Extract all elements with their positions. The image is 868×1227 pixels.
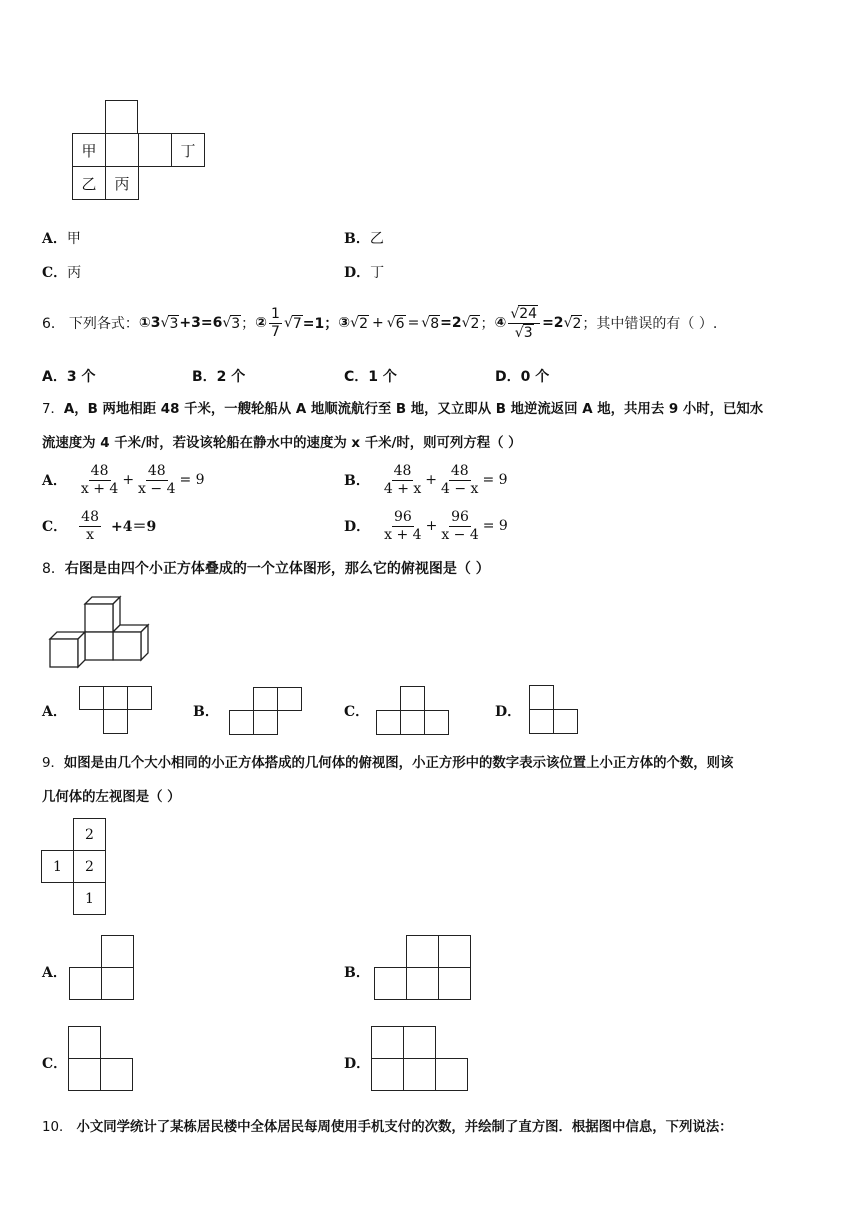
q7-line1: 7．A，B 两地相距 48 千米，一艘轮船从 A 地顺流航行至 B 地，又立即从 B 地逆流返回 A 地，共用去 9 小时，已知水 (42, 402, 764, 417)
q8-option-a[interactable]: A． (42, 704, 67, 720)
q5-option-d[interactable]: D．丁 (344, 265, 385, 281)
q6-question: 6． 下列各式： ① 3 √ 3 +3=6 √ 3 ； ② $\frac{1}{7}$ √ 7 =1； ③ √ 2 + √ 6 = √ 8 =2 √ 2 ； ④ $\frac{√24}{√3}$ =2 √ 2 ；其中错误的有（ ）. (42, 305, 718, 341)
fraction: $\frac{96}{x - 4}$ (441, 508, 479, 543)
q9-line1: 9．如图是由几个大小相同的小正方体搭成的几何体的俯视图，小正方形中的数字表示该位置上小正方体的个数，则该 (42, 756, 734, 771)
net-cell-mid2 (138, 133, 172, 167)
q5-option-c[interactable]: C．丙 (42, 265, 82, 281)
fraction: $\frac{48}{4 - x}$ (441, 462, 479, 497)
q7-option-b[interactable]: B． $\frac{48}{4 + x}$ + $\frac{48}{4 - x}$ = 9 (344, 462, 508, 497)
question-number: 9． (42, 756, 64, 771)
grid-cell: 1 (73, 882, 106, 915)
net-cell-bing: 丙 (105, 166, 139, 200)
q8-option-b[interactable]: B． (193, 704, 219, 720)
q6-option-d[interactable]: D．0 个 (495, 369, 550, 385)
q9-option-d[interactable]: D． (344, 1056, 371, 1072)
q8-question: 8．右图是由四个小正方体叠成的一个立体图形，那么它的俯视图是（ ） (42, 561, 490, 577)
q8-option-c[interactable]: C． (344, 704, 370, 720)
q9-option-a[interactable]: A． (42, 965, 67, 981)
q5-option-b[interactable]: B．乙 (344, 231, 384, 247)
q5-option-a[interactable]: A．甲 (42, 231, 81, 247)
net-cell-ding: 丁 (171, 133, 205, 167)
q7-option-a[interactable]: A． $\frac{48}{x + 4}$ + $\frac{48}{x - 4}$ = 9 (42, 462, 205, 497)
q8-stacked-cubes-figure (44, 594, 156, 670)
grid-cell: 2 (73, 850, 106, 883)
net-cell-mid1 (105, 133, 139, 167)
question-number: 6． (42, 316, 65, 332)
grid-cell: 2 (73, 818, 106, 851)
q9-line2: 几何体的左视图是（ ） (42, 790, 181, 805)
q6-option-b[interactable]: B．2 个 (192, 369, 246, 385)
fraction: $\frac{48}{x + 4}$ (80, 462, 119, 497)
fraction: $\frac{48}{4 + x}$ (383, 462, 422, 497)
fraction: $\frac{96}{x + 4}$ (384, 508, 422, 543)
question-number: 7． (42, 402, 64, 417)
net-cell-jia: 甲 (72, 133, 106, 167)
q7-option-c[interactable]: C． $\frac{48}{x}$ +4＝9 (42, 508, 157, 543)
grid-cell: 1 (41, 850, 74, 883)
q9-option-b[interactable]: B． (344, 965, 370, 981)
question-number: 10． (42, 1120, 73, 1135)
fraction: $\frac{√24}{√3}$ (508, 305, 540, 342)
fraction: $\frac{1}{7}$ (271, 305, 280, 340)
q7-option-d[interactable]: D． $\frac{96}{x + 4}$ + $\frac{96}{x - 4}$ = 9 (344, 508, 508, 543)
question-number: 8． (42, 561, 65, 577)
net-cell-top (105, 100, 138, 134)
q9-option-c[interactable]: C． (42, 1056, 68, 1072)
fraction: $\frac{48}{x - 4}$ (138, 462, 176, 497)
q6-option-a[interactable]: A．3 个 (42, 369, 96, 385)
q8-option-d[interactable]: D． (495, 704, 522, 720)
q10-question: 10． 小文同学统计了某栋居民楼中全体居民每周使用手机支付的次数，并绘制了直方图．根据图中信息，下列说法： (42, 1120, 733, 1135)
q6-option-c[interactable]: C．1 个 (344, 369, 397, 385)
net-cell-yi: 乙 (72, 166, 106, 200)
q7-line2: 流速度为 4 千米/时，若设该轮船在静水中的速度为 x 千米/时，则可列方程（ ） (42, 436, 522, 451)
fraction: $\frac{48}{x}$ (81, 508, 99, 543)
